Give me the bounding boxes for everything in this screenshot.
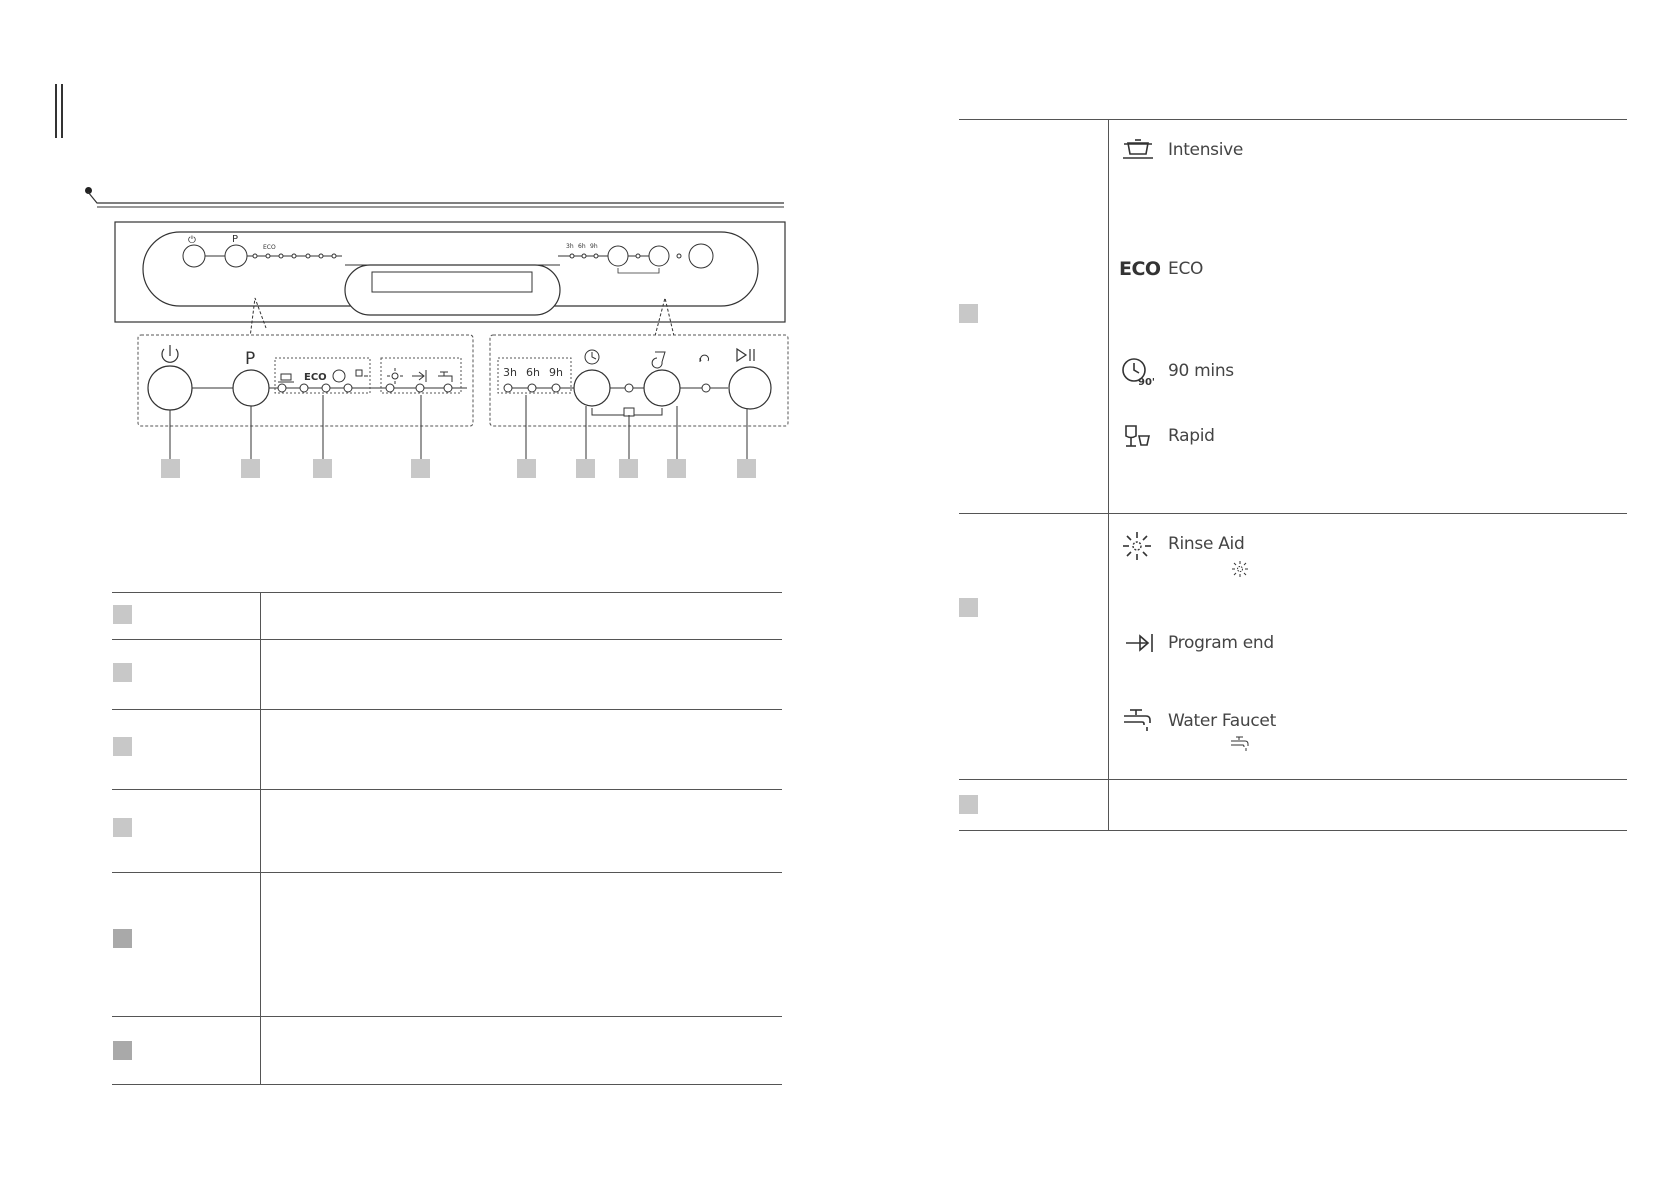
zoom-program-label: P: [245, 349, 256, 369]
mini-program-button: [225, 245, 247, 267]
program-label-intensive: Intensive: [1168, 140, 1244, 160]
intensive-icon: [1121, 138, 1155, 162]
mini-power-glyph: ⏻: [188, 235, 196, 246]
zoom-9h: 9h: [549, 366, 563, 379]
rapid-icon: [1123, 424, 1153, 450]
header-bar-left: [55, 84, 57, 138]
indicator-label-program-end: Program end: [1168, 633, 1274, 653]
zoom-halfload-button: [644, 370, 680, 406]
row-marker-4: [113, 818, 132, 837]
rinse-aid-icon: [1121, 530, 1153, 562]
row-marker-5: [113, 929, 132, 948]
water-faucet-small-icon: [1230, 735, 1250, 753]
90-mins-icon: [1121, 357, 1157, 387]
section-marker-bottom: [959, 795, 978, 814]
mini-3h: 3h: [566, 243, 574, 250]
zoom-start-button: [729, 367, 771, 409]
svg-text:90': 90': [1138, 377, 1155, 387]
eco-icon: ECO: [1119, 258, 1161, 280]
control-panel-diagram: [110, 218, 790, 483]
program-label-90-mins: 90 mins: [1168, 361, 1234, 381]
section-marker-indicators: [959, 598, 978, 617]
program-label-eco: ECO: [1168, 259, 1204, 279]
section-rule: [85, 190, 785, 210]
row-marker-6: [113, 1041, 132, 1060]
zoom-3h: 3h: [503, 366, 517, 379]
mini-power-button: [183, 245, 205, 267]
zoom-program-button: [233, 370, 269, 406]
mini-halfload-button: [649, 246, 669, 266]
mini-6h: 6h: [578, 243, 586, 250]
zoom-delay-button: [574, 370, 610, 406]
mini-eco-label: ECO: [263, 244, 276, 251]
program-label-rapid: Rapid: [1168, 426, 1215, 446]
row-marker-2: [113, 663, 132, 682]
section-marker-programs: [959, 304, 978, 323]
indicator-label-water-faucet: Water Faucet: [1168, 711, 1276, 731]
mini-delay-button: [608, 246, 628, 266]
header-bar-right: [61, 84, 63, 138]
mini-9h: 9h: [590, 243, 598, 250]
water-faucet-icon: [1122, 707, 1154, 733]
zoom-eco-label: ECO: [304, 372, 327, 383]
zoom-6h: 6h: [526, 366, 540, 379]
indicator-label-rinse-aid: Rinse Aid: [1168, 534, 1245, 554]
program-end-icon: [1124, 632, 1156, 654]
zoom-power-button: [148, 366, 192, 410]
mini-start-button: [689, 244, 713, 268]
mini-program-glyph: P: [232, 234, 239, 245]
row-marker-1: [113, 605, 132, 624]
rinse-aid-small-icon: [1231, 560, 1249, 578]
row-marker-3: [113, 737, 132, 756]
